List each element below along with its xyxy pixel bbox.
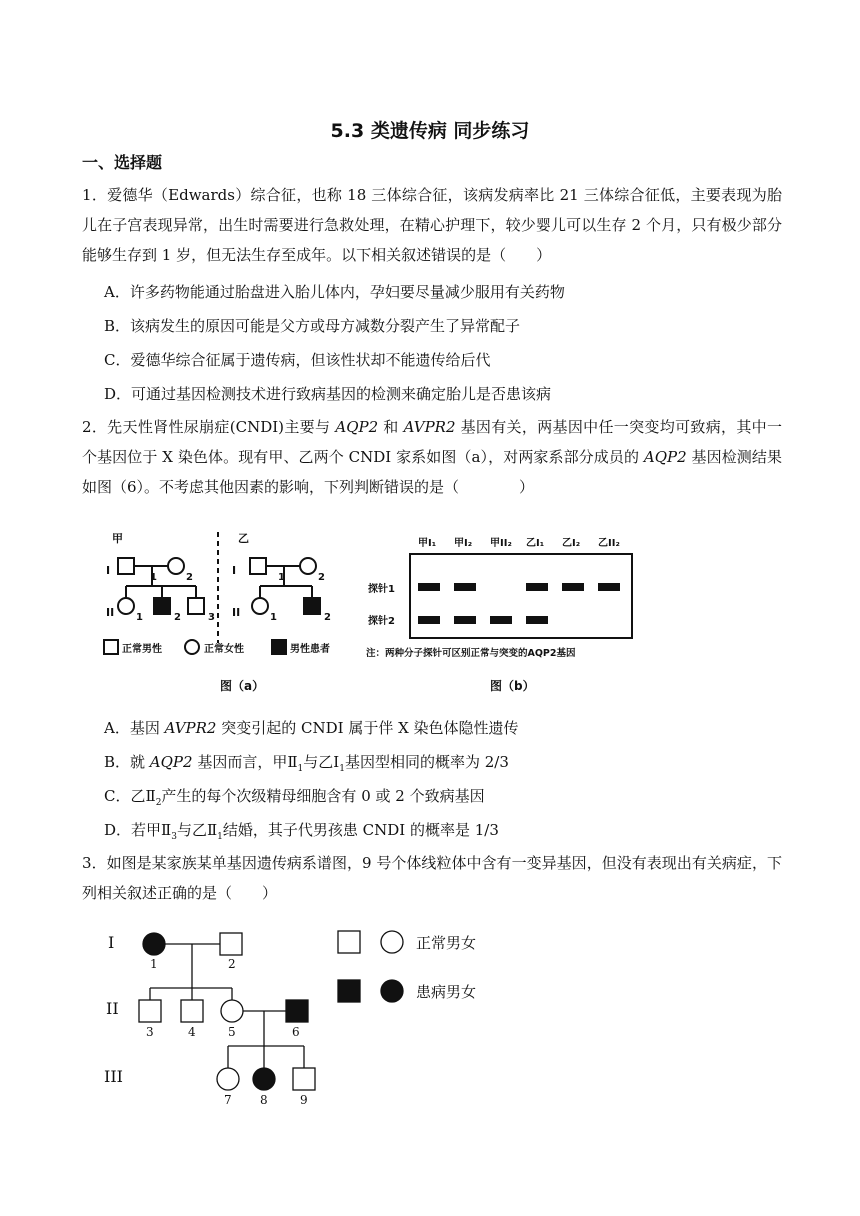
gen-label: I <box>108 933 115 952</box>
gene-name: AQP2 <box>643 448 687 466</box>
family-yi-label: 乙 <box>238 532 249 545</box>
probe-band <box>598 583 620 591</box>
affected-female-symbol <box>253 1068 275 1090</box>
normal-male-symbol <box>118 558 134 574</box>
gene-name: AVPR2 <box>164 719 217 737</box>
legend-normal-female-icon <box>185 640 199 654</box>
svg-text:2: 2 <box>228 957 236 971</box>
legend-affected-female-icon <box>381 980 403 1002</box>
question-1-stem: 1．爱德华（Edwards）综合征，也称 18 三体综合征，该病发病率比 21 三体综合征低，主要表现为胎儿在子宫表现异常，出生时需要进行急救处理，在精心护理下，较少婴儿可以生存 2 个月，只有极少部分能够生存到 1 岁，但无法生存至成年。以下相关叙述错误的是（ ） <box>82 186 782 264</box>
normal-male-symbol <box>181 1000 203 1022</box>
figure-a-pedigree <box>100 528 360 698</box>
lane-label: 乙I₂ <box>562 538 581 549</box>
legend-normal-female-icon <box>381 931 403 953</box>
lane-label: 甲I₁ <box>418 538 437 549</box>
gen-label: III <box>104 1067 123 1086</box>
question-2-option-b: B．就 AQP2 基因而言，甲$Ⅱ_1$与乙$Ⅰ_1$基因型相同的概率为 2/3 <box>104 753 509 774</box>
probe-band <box>418 583 440 591</box>
normal-female-symbol <box>118 598 134 614</box>
svg-text:1: 1 <box>136 612 143 623</box>
affected-male-symbol <box>286 1000 308 1022</box>
lane-label: 乙I₁ <box>526 538 545 549</box>
normal-female-symbol <box>221 1000 243 1022</box>
svg-text:2: 2 <box>318 572 325 583</box>
normal-female-symbol <box>300 558 316 574</box>
legend-affected-male-label: 男性患者 <box>290 644 330 655</box>
legend-affected-male-icon <box>338 980 360 1002</box>
svg-text:3: 3 <box>208 612 215 623</box>
section-heading: 一、选择题 <box>82 153 163 172</box>
gene-name: AVPR2 <box>403 418 456 436</box>
probe-band <box>490 616 512 624</box>
svg-text:1: 1 <box>150 957 158 971</box>
probe-2-label: 探针2 <box>368 616 395 627</box>
svg-text:1: 1 <box>278 572 285 583</box>
question-2-stem: 2．先天性肾性尿崩症(CNDI)主要与 AQP2 和 AVPR2 基因有关，两基因中任一突变均可致病，其中一个基因位于 X 染色体。现有甲、乙两个 CNDI 家系如图（a），对两家系部分成员的 AQP2 基因检测结果如图（6）。不考虑其他因素的影响，下列判断错误的是（ ） <box>82 418 782 496</box>
figure-b-caption: 图（b） <box>490 679 535 693</box>
svg-text:9: 9 <box>300 1093 308 1107</box>
figure-q3-pedigree <box>100 922 500 1114</box>
legend-normal-male-icon <box>338 931 360 953</box>
figure-a-caption: 图（a） <box>220 679 265 693</box>
probe-result-frame <box>410 554 632 638</box>
question-1-option-b: B．该病发生的原因可能是父方或母方减数分裂产生了异常配子 <box>104 317 521 335</box>
gene-name: AQP2 <box>335 418 379 436</box>
question-2-option-a: A．基因 AVPR2 突变引起的 CNDI 属于伴 X 染色体隐性遗传 <box>104 719 519 737</box>
normal-male-symbol <box>139 1000 161 1022</box>
question-2-option-c: C．乙$Ⅱ_2$产生的每个次级精母细胞含有 0 或 2 个致病基因 <box>104 787 485 808</box>
lane-label: 甲I₂ <box>454 538 473 549</box>
question-1-option-c: C．爱德华综合征属于遗传病，但该性状却不能遗传给后代 <box>104 351 491 369</box>
probe-band <box>454 583 476 591</box>
svg-text:5: 5 <box>228 1025 236 1039</box>
question-2-option-d: D．若甲$Ⅱ_3$与乙$Ⅱ_1$结婚，其子代男孩患 CNDI 的概率是 1/3 <box>104 821 499 842</box>
gen-label: II <box>106 606 115 619</box>
normal-male-symbol <box>250 558 266 574</box>
svg-text:2: 2 <box>324 612 331 623</box>
normal-female-symbol <box>168 558 184 574</box>
legend-affected-male-icon <box>272 640 286 654</box>
svg-text:2: 2 <box>174 612 181 623</box>
question-1-option-a: A．许多药物能通过胎盘进入胎儿体内，孕妇要尽量减少服用有关药物 <box>104 283 565 301</box>
affected-female-symbol <box>143 933 165 955</box>
gen-label: II <box>232 606 241 619</box>
legend-normal-male-label: 正常男性 <box>122 644 162 655</box>
probe-band <box>526 616 548 624</box>
lane-label: 乙II₂ <box>598 538 620 549</box>
lane-label: 甲II₂ <box>490 538 512 549</box>
gen-label: I <box>106 564 111 577</box>
gen-label: II <box>106 999 119 1018</box>
normal-male-symbol <box>293 1068 315 1090</box>
probe-1-label: 探针1 <box>368 584 395 595</box>
svg-text:2: 2 <box>186 572 193 583</box>
probe-band <box>418 616 440 624</box>
page-title: 5.3 类遗传病 同步练习 <box>330 120 530 142</box>
family-jia-label: 甲 <box>112 532 123 545</box>
svg-text:6: 6 <box>292 1025 300 1039</box>
svg-text:3: 3 <box>146 1025 154 1039</box>
question-3-stem: 3．如图是某家族某单基因遗传病系谱图，9 号个体线粒体中含有一变异基因，但没有表现出有关病症，下列相关叙述正确的是（ ） <box>82 854 782 902</box>
legend-normal-female-label: 正常女性 <box>204 644 244 655</box>
normal-male-symbol <box>220 933 242 955</box>
svg-text:1: 1 <box>270 612 277 623</box>
affected-male-symbol <box>154 598 170 614</box>
affected-male-symbol <box>304 598 320 614</box>
figure-b-probe-results <box>360 528 650 698</box>
probe-band <box>454 616 476 624</box>
legend-affected-label: 患病男女 <box>416 983 477 1001</box>
svg-text:1: 1 <box>150 572 157 583</box>
normal-male-symbol <box>188 598 204 614</box>
svg-text:7: 7 <box>224 1093 232 1107</box>
legend-normal-label: 正常男女 <box>416 934 477 952</box>
probe-note: 注：两种分子探针可区别正常与突变的AQP2基因 <box>366 648 576 659</box>
svg-text:4: 4 <box>188 1025 196 1039</box>
gen-label: I <box>232 564 237 577</box>
probe-band <box>526 583 548 591</box>
legend-normal-male-icon <box>104 640 118 654</box>
gene-name: AQP2 <box>149 753 193 771</box>
svg-text:8: 8 <box>260 1093 268 1107</box>
normal-female-symbol <box>252 598 268 614</box>
normal-female-symbol <box>217 1068 239 1090</box>
question-1-option-d: D．可通过基因检测技术进行致病基因的检测来确定胎儿是否患该病 <box>104 385 552 403</box>
probe-band <box>562 583 584 591</box>
